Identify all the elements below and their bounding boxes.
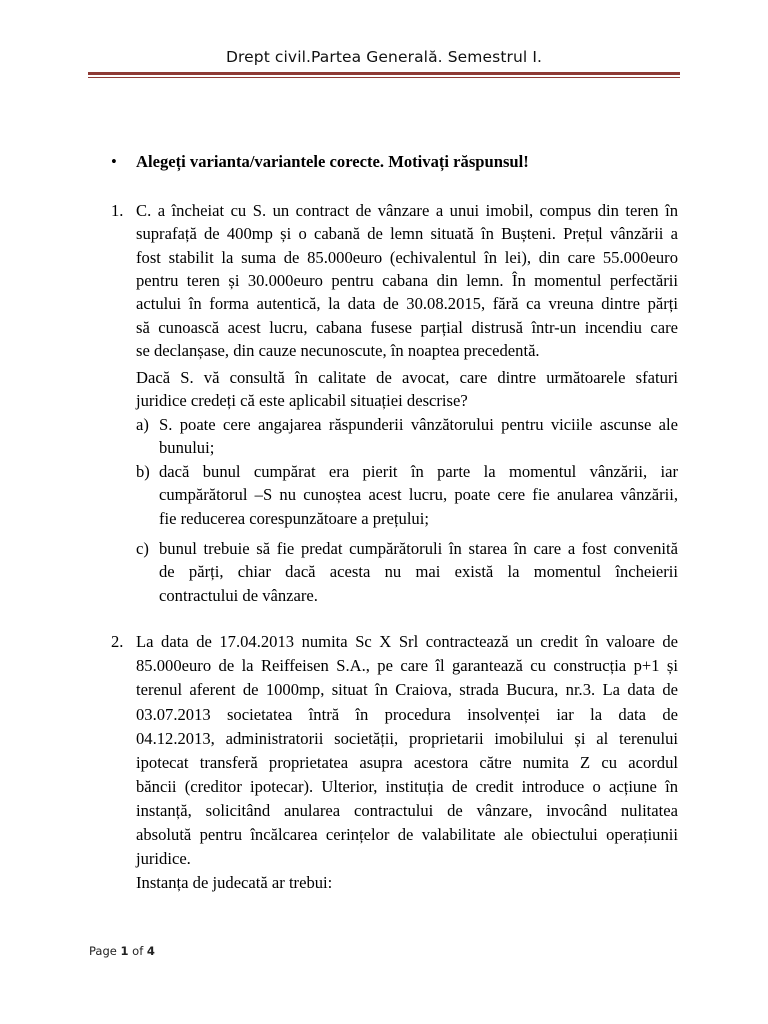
question-1-line: să cunoască acest lucru, cabana fusese parțial distrusă într-un incendiu care: [136, 318, 678, 337]
option-c-line: bunul trebuie să fie predat cumpărătoruli în starea în care a fost convenită: [159, 539, 678, 558]
instruction-bullet: •: [111, 152, 117, 171]
question-2-number: 2.: [111, 632, 124, 651]
question-2-line: terenul aferent de 1000mp, situat în Craiova, strada Bucura, nr.3. La data de: [136, 680, 678, 699]
question-2-line: 03.07.2013 societatea întră în procedura insolvenței iar la data de: [136, 705, 678, 724]
option-b-line: cumpărătorul –S nu cunoștea acest lucru, poate cere fie anularea vânzării,: [159, 485, 678, 504]
instruction-text: Alegeți varianta/variantele corecte. Motivați răspunsul!: [136, 152, 529, 171]
footer-middle: of: [128, 944, 147, 958]
option-a-line: bunului;: [159, 438, 215, 457]
footer-current-page: 1: [120, 944, 129, 958]
question-1-line: se declanșase, din cauze necunoscute, în noaptea precedentă.: [136, 341, 540, 360]
option-label: a): [136, 415, 149, 434]
page-footer: [89, 944, 155, 958]
option-b-line: dacă bunul cumpărat era pierit în parte la momentul vânzării, iar: [159, 462, 678, 481]
option-c-line: contractului de vânzare.: [159, 586, 318, 605]
header-divider: [88, 72, 680, 75]
option-label: b): [136, 462, 150, 481]
question-2-prompt: Instanța de judecată ar trebui:: [136, 873, 333, 892]
option-b-line: fie reducerea corespunzătoare a prețului;: [159, 509, 429, 528]
question-2-line: 85.000euro de la Reiffeisen S.A., pe care îl garantează cu construcția p+1 și: [136, 656, 678, 675]
question-2-line: absolută pentru încălcarea cerințelor de valabilitate ale obiectului operațiunii: [136, 825, 678, 844]
question-1-line: actului în forma autentică, la data de 30.08.2015, fără ca vreuna dintre părți: [136, 294, 678, 313]
option-a-line: S. poate cere angajarea răspunderii vânzătorului pentru viciile ascunse ale: [159, 415, 678, 434]
option-label: c): [136, 539, 149, 558]
footer-prefix: Page: [89, 944, 121, 958]
question-1-line: C. a încheiat cu S. un contract de vânzare a unui imobil, compus din teren în: [136, 201, 678, 220]
option-c-line: de părți, chiar dacă acesta nu mai există la momentul încheierii: [159, 562, 678, 581]
question-2-line: ipotecat transferă proprietatea asupra acestora către numita Z cu acordul: [136, 753, 678, 772]
question-2-line: 04.12.2013, administratorii societății, proprietarii imobilului și al terenului: [136, 729, 678, 748]
header-divider-thin: [88, 77, 680, 78]
question-1-line: suprafață de 400mp și o cabană de lemn situată în Bușteni. Prețul vânzării a: [136, 224, 678, 243]
question-2-line: La data de 17.04.2013 numita Sc X Srl contractează un credit în valoare de: [136, 632, 678, 651]
question-1-number: 1.: [111, 201, 124, 220]
question-2-line: instanță, solicitând anularea contractului de vânzare, invocând nulitatea: [136, 801, 678, 820]
question-2-line: juridice.: [136, 849, 191, 868]
question-1-prompt: Dacă S. vă consultă în calitate de avocat, care dintre următoarele sfaturi: [136, 368, 678, 387]
question-1-line: fost stabilit la suma de 85.000euro (echivalentul în lei), din care 55.000euro: [136, 248, 678, 267]
question-1-prompt: juridice credeți că este aplicabil situației descrise?: [136, 391, 468, 410]
question-1-line: pentru teren și 30.000euro pentru cabana din lemn. În momentul perfectării: [136, 271, 678, 290]
question-2-line: băncii (creditor ipotecar). Ulterior, instituția de credit introduce o acțiune în: [136, 777, 678, 796]
page-header-title: Drept civil.Partea Generală. Semestrul I.: [225, 48, 543, 66]
footer-total-pages: 4: [146, 944, 155, 958]
